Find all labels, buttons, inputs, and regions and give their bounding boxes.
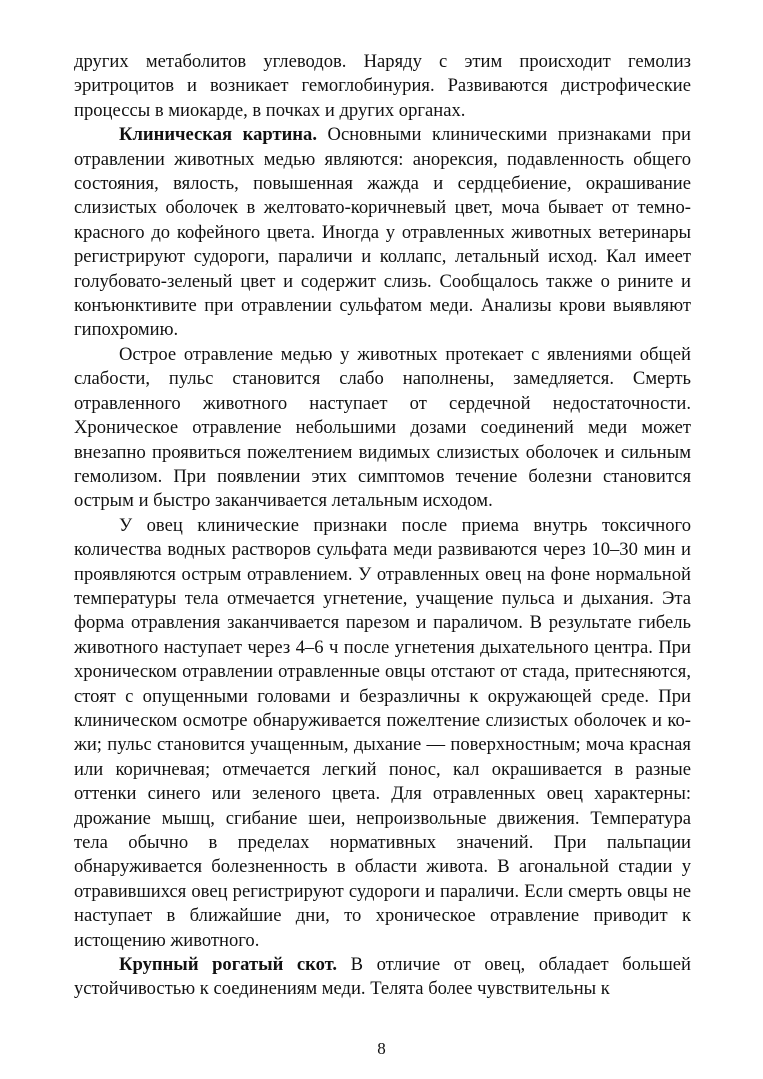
paragraph-clinical-picture	[74, 123, 691, 343]
paragraph-text: Основными клиническими признаками при отравлении животных медью являются: анорексия, подавленность общего состояния, вялость, повышенная жажда и сердцебиение, окрашивание слизистых оболочек в желтовато-коричневый цвет, моча бывает от темно-красного до кофейного цвета. Иногда у отравленных животных ветеринары регистрируют судороги, параличи и коллапс, летальный исход. Кал имеет голубовато-зеленый цвет и содержит слизь. Сообщалось также о рините и конъюнктивите при отравлении сульфатом меди. Анализы крови выявляют гипохромию.	[74, 124, 691, 341]
paragraph-intro	[74, 50, 691, 123]
paragraph-text: У овец клинические признаки после приема внутрь токсичного количества водных растворов сульфата меди развиваются через 10–30 мин и проявляются острым отравлением. У отравленных овец на фоне нормальной температуры тела отмечается угнетение, учащение пульса и дыхания. Эта форма отравления заканчивается парезом и параличом. В результате гибель животного наступает через 4–6 ч после угнетения дыхательного центра. При хроническом отравлении отравленные овцы отстают от стада, притесняются, стоят с опущенными головами и безразличны к окружающей среде. При клиническом осмотре обнаруживается пожелтение слизистых оболочек и кожи; пульс становится учащенным, дыхание — поверхностным; моча красная или коричневая; отмечается легкий понос, кал окрашивается в разные оттенки синего или зеленого цвета. Для отравленных овец характерны: дрожание мышц, сгибание шеи, непроизвольные движения. Температура тела обычно в пределах нормативных значений. При пальпации обнаруживается болезненность в области живота. В агональной стадии у отравившихся овец регистрируют судороги и параличи. Если смерть овцы не наступает в ближайшие дни, то хроническое отравление приводит к истощению животного.	[74, 514, 691, 951]
page-number: 8	[377, 1039, 386, 1058]
paragraph-text: В отличие от овец, обладает большей устойчивостью к соединениям меди. Телята более чувствительны к	[74, 954, 691, 1000]
paragraph-sheep	[74, 514, 691, 953]
section-heading-cattle: Крупный рогатый скот.	[119, 954, 338, 976]
section-heading-clinical-picture: Клиническая картина.	[119, 124, 317, 146]
paragraph-text: Острое отравление медью у животных протекает с явлениями общей слабости, пульс становится слабо наполнены, замедляется. Смерть отравленного животного наступает от сердечной недостаточности. Хроническое отравление небольшими дозами соединений меди может внезапно проявиться пожелтением видимых слизистых оболочек и сильным гемолизом. При появлении этих симптомов течение болезни становится острым и быстро заканчивается летальным исходом.	[74, 343, 691, 512]
page-body	[74, 50, 691, 1002]
paragraph-text: других метаболитов углеводов. Наряду с этим происходит гемолиз эритроцитов и возникает гемоглобинурия. Развиваются дистрофические процессы в миокарде, в почках и других органах.	[74, 51, 691, 121]
paragraph-acute-poisoning	[74, 343, 691, 514]
paragraph-cattle	[74, 953, 691, 1002]
